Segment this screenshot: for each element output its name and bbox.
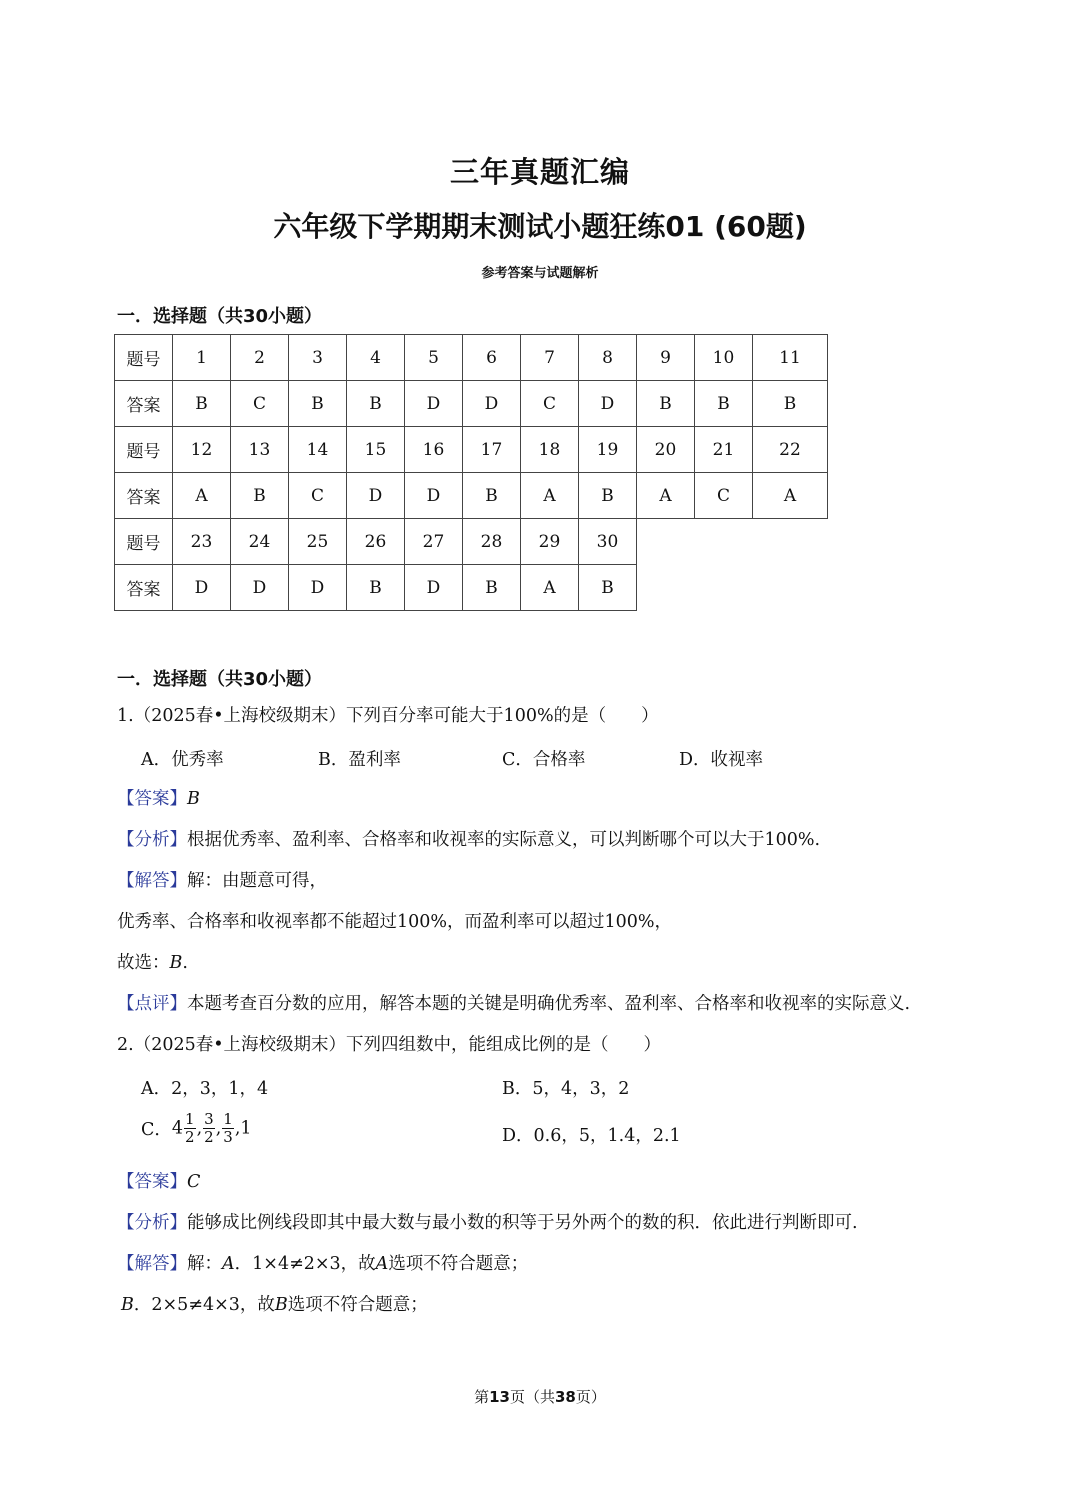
question-number: 12 <box>173 427 231 473</box>
line-b-expr: ．2×5≠4×3，故 <box>133 1295 275 1315</box>
solution-tag: 【解答】 <box>117 1254 187 1274</box>
table-row <box>115 519 828 565</box>
q2-option-a: A．2，3，1，4 <box>141 1079 269 1099</box>
analysis-text: 能够成比例线段即其中最大数与最小数的积等于另外两个的数的积．依此进行判断即可. <box>187 1213 858 1233</box>
answer-cell: D <box>289 565 347 611</box>
answer-cell: D <box>405 565 463 611</box>
answer-cell: B <box>463 565 521 611</box>
page-footer <box>0 1386 1080 1407</box>
analysis-tag: 【分析】 <box>117 830 187 850</box>
table-row <box>115 565 828 611</box>
row-label: 答案 <box>115 565 173 611</box>
table-row <box>115 381 828 427</box>
q2-solution <box>117 1252 528 1276</box>
q1-option-d: D．收视率 <box>679 750 764 770</box>
question-number: 29 <box>521 519 579 565</box>
fraction-3 <box>222 1111 234 1146</box>
answer-cell: D <box>405 381 463 427</box>
answer-cell: A <box>521 473 579 519</box>
q1-solution-line2: 优秀率、合格率和收视率都不能超过100%，而盈利率可以超过100%， <box>117 912 673 932</box>
solution-expr: ．1×4≠2×3，故 <box>234 1254 376 1274</box>
answer-cell: B <box>579 565 637 611</box>
reference-heading: 参考答案与试题解析 <box>481 266 599 281</box>
line-b-letter-2: B <box>274 1295 288 1315</box>
solution-text: 解：由题意可得， <box>187 871 327 891</box>
analysis-tag: 【分析】 <box>117 1213 187 1233</box>
answer-tag: 【答案】 <box>117 1172 187 1192</box>
fraction-1-num: 1 <box>185 1110 195 1128</box>
q1-comment <box>117 992 910 1016</box>
fraction-3-num: 1 <box>223 1110 233 1128</box>
question-number: 16 <box>405 427 463 473</box>
question-number: 15 <box>347 427 405 473</box>
question-number: 13 <box>231 427 289 473</box>
answer-cell: B <box>347 381 405 427</box>
fraction-1-den: 2 <box>185 1128 195 1146</box>
row-label: 答案 <box>115 473 173 519</box>
analysis-text: 根据优秀率、盈利率、合格率和收视率的实际意义，可以判断哪个可以大于100%. <box>187 830 821 850</box>
option-c-tail: ,1 <box>234 1118 252 1139</box>
document-title: 三年真题汇编 <box>449 155 630 189</box>
question-number: 30 <box>579 519 637 565</box>
question-number: 19 <box>579 427 637 473</box>
q1-option-a: A．优秀率 <box>141 750 224 770</box>
question-number: 10 <box>695 335 753 381</box>
section-heading-questions: 一．选择题（共30小题） <box>117 669 323 690</box>
question-number: 22 <box>753 427 828 473</box>
question-number: 2 <box>231 335 289 381</box>
question-number: 8 <box>579 335 637 381</box>
choose-value: B <box>169 953 183 973</box>
q2-solution-line-b <box>121 1293 428 1317</box>
solution-letter: A <box>222 1254 235 1274</box>
q1-answer <box>117 787 200 811</box>
question-number: 5 <box>405 335 463 381</box>
option-c-whole: 4 <box>171 1118 184 1139</box>
answer-cell: D <box>347 473 405 519</box>
answer-value: C <box>187 1172 201 1192</box>
section-heading-table: 一．选择题（共30小题） <box>117 306 323 327</box>
fraction-3-den: 3 <box>223 1128 233 1146</box>
answer-value: B <box>187 789 200 809</box>
document-subtitle: 六年级下学期期末测试小题狂练01 (60题) <box>273 210 807 243</box>
answer-table <box>114 334 828 611</box>
question-number: 11 <box>753 335 828 381</box>
line-b-letter: B <box>121 1295 134 1315</box>
q1-solution-line3 <box>117 951 188 975</box>
answer-cell: D <box>579 381 637 427</box>
q2-answer <box>117 1170 200 1194</box>
page-total: 38 <box>555 1388 576 1406</box>
comment-text: 本题考查百分数的应用，解答本题的关键是明确优秀率、盈利率、合格率和收视率的实际意义. <box>187 994 911 1014</box>
fraction-1 <box>184 1111 196 1146</box>
q2-option-b: B．5，4，3，2 <box>502 1079 630 1099</box>
solution-end: 选项不符合题意； <box>388 1254 529 1274</box>
fraction-2-num: 3 <box>204 1110 214 1128</box>
q1-analysis <box>117 828 820 852</box>
answer-cell: A <box>521 565 579 611</box>
answer-cell: B <box>637 381 695 427</box>
row-label: 答案 <box>115 381 173 427</box>
fraction-2 <box>203 1111 215 1146</box>
answer-cell: B <box>231 473 289 519</box>
table-row <box>115 427 828 473</box>
page-number: 13 <box>489 1388 510 1406</box>
question-number: 1 <box>173 335 231 381</box>
question-number: 4 <box>347 335 405 381</box>
question-number: 23 <box>173 519 231 565</box>
footer-suffix: 页） <box>575 1388 606 1406</box>
q1-stem: 1.（2025春•上海校级期末）下列百分率可能大于100%的是（ ） <box>117 706 659 726</box>
question-number: 18 <box>521 427 579 473</box>
footer-mid: 页（共 <box>509 1388 555 1406</box>
q2-option-d: D．0.6，5，1.4，2.1 <box>502 1126 681 1146</box>
answer-cell: A <box>173 473 231 519</box>
q2-stem: 2.（2025春•上海校级期末）下列四组数中，能组成比例的是（ ） <box>117 1035 662 1055</box>
answer-cell: D <box>463 381 521 427</box>
answer-cell: B <box>289 381 347 427</box>
q2-option-c: C．4 $\frac{1}{2}$ , $\frac{3}{2}$ , $\frac{1}{3}$ ,1 <box>141 1110 252 1146</box>
q1-option-c: C．合格率 <box>502 750 586 770</box>
answer-tag: 【答案】 <box>117 789 187 809</box>
answer-cell: D <box>231 565 289 611</box>
answer-cell: B <box>695 381 753 427</box>
row-label: 题号 <box>115 427 173 473</box>
question-number: 24 <box>231 519 289 565</box>
option-c-label: C． <box>141 1120 172 1140</box>
q2-analysis <box>117 1211 858 1235</box>
answer-cell: B <box>347 565 405 611</box>
question-number: 7 <box>521 335 579 381</box>
solution-letter-2: A <box>375 1254 389 1274</box>
answer-cell: A <box>753 473 828 519</box>
answer-cell: D <box>173 565 231 611</box>
answer-cell: C <box>521 381 579 427</box>
solution-prefix: 解： <box>187 1254 222 1274</box>
question-number: 21 <box>695 427 753 473</box>
answer-cell: D <box>405 473 463 519</box>
choose-suffix: . <box>182 953 188 973</box>
answer-cell: C <box>289 473 347 519</box>
table-row <box>115 473 828 519</box>
answer-cell: B <box>753 381 828 427</box>
question-number: 14 <box>289 427 347 473</box>
choose-prefix: 故选： <box>117 953 170 973</box>
question-number: 28 <box>463 519 521 565</box>
question-number: 26 <box>347 519 405 565</box>
comment-tag: 【点评】 <box>117 994 187 1014</box>
fraction-2-den: 2 <box>204 1128 214 1146</box>
answer-cell: A <box>637 473 695 519</box>
question-number: 3 <box>289 335 347 381</box>
question-number: 6 <box>463 335 521 381</box>
footer-prefix: 第 <box>474 1388 490 1406</box>
table-row <box>115 335 828 381</box>
question-number: 17 <box>463 427 521 473</box>
question-number: 27 <box>405 519 463 565</box>
q1-solution <box>117 869 327 893</box>
q1-option-b: B．盈利率 <box>318 750 401 770</box>
answer-cell: B <box>173 381 231 427</box>
row-label: 题号 <box>115 335 173 381</box>
answer-cell: B <box>579 473 637 519</box>
question-number: 9 <box>637 335 695 381</box>
question-number: 25 <box>289 519 347 565</box>
answer-cell: C <box>231 381 289 427</box>
answer-cell: B <box>463 473 521 519</box>
row-label: 题号 <box>115 519 173 565</box>
solution-tag: 【解答】 <box>117 871 187 891</box>
line-b-end: 选项不符合题意； <box>287 1295 428 1315</box>
question-number: 20 <box>637 427 695 473</box>
answer-cell: C <box>695 473 753 519</box>
